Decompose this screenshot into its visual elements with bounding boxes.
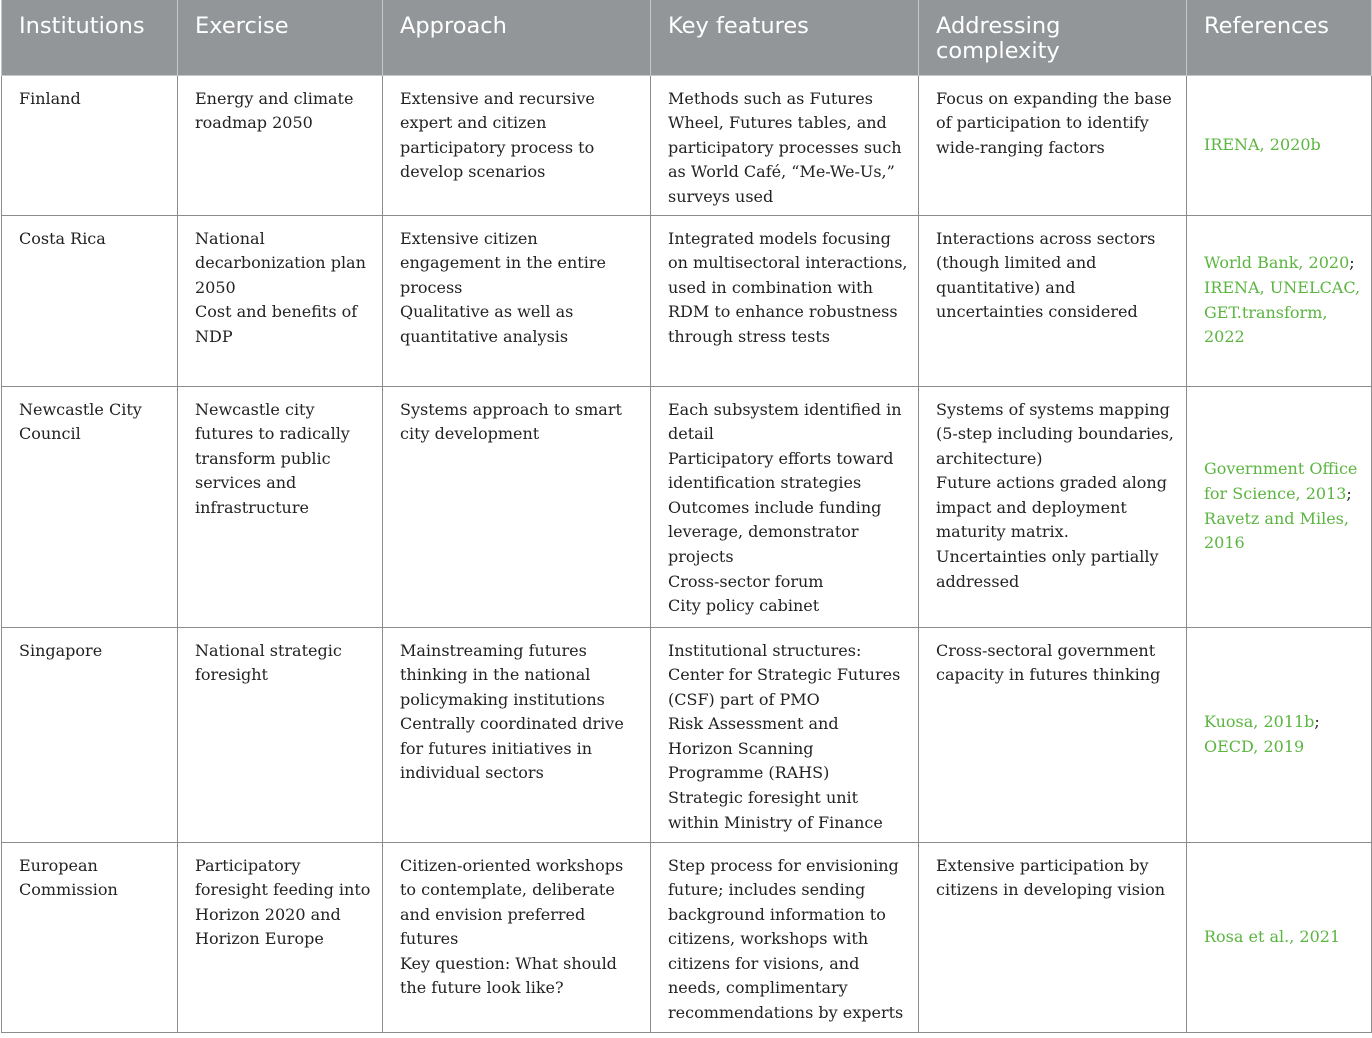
table-row [2,386,1372,627]
key-features-line: Risk Assessment and Horizon Scanning Programme (RAHS) [668,714,839,783]
comparison-table [1,0,1372,1033]
approach-line: Centrally coordinated drive for futures initiatives in individual sectors [400,714,624,783]
complexity-cell [919,842,1187,1032]
approach-cell [383,627,651,842]
references-cell [1187,215,1372,386]
reference-link[interactable]: Government Office for Science, 2013 [1204,459,1358,503]
exercise-cell [178,842,383,1032]
table-row [2,75,1372,215]
complexity-line: Extensive participation by citizens in developing vision [936,855,1166,900]
reference-separator: ; [1349,253,1355,273]
key-features-line: City policy cabinet [668,596,820,616]
reference-entry [1204,457,1361,506]
key-features-line: Step process for envisioning future; includes sending background information to citizens, workshops with citizens for visions, and needs, complimentary recommendations by experts [668,855,904,1023]
reference-link[interactable]: Ravetz and Miles, 2016 [1204,508,1349,553]
approach-cell [383,215,651,386]
key-features-cell [651,75,919,215]
key-features-cell [651,386,919,627]
reference-separator: ; [1346,483,1352,503]
institution-cell: Newcastle City Council [2,386,178,627]
exercise-cell [178,215,383,386]
exercise-line: National strategic foresight [195,640,342,685]
reference-entry [1204,710,1361,735]
reference-entry [1204,133,1361,158]
exercise-line: Cost and benefits of NDP [195,302,358,346]
table-row [2,842,1372,1032]
reference-entry [1204,735,1361,760]
key-features-line: Institutional structures: [668,640,862,660]
key-features-cell [651,215,919,386]
key-features-line: Each subsystem identified in detail [668,399,902,444]
reference-entry [1204,925,1361,950]
reference-entry [1204,251,1361,276]
reference-link[interactable]: Kuosa, 2011b [1204,711,1315,731]
header-institutions: Institutions [2,0,178,75]
approach-line: Citizen-oriented workshops to contemplate, deliberate and envision preferred futures [400,855,624,949]
approach-cell [383,75,651,215]
approach-line: Qualitative as well as quantitative analysis [400,302,574,346]
exercise-line: Participatory foresight feeding into Horizon 2020 and Horizon Europe [195,855,371,949]
key-features-line: Participatory efforts toward identification strategies [668,448,894,493]
references-cell [1187,627,1372,842]
references-cell [1187,386,1372,627]
key-features-line: Integrated models focusing on multisectoral interactions, used in combination with RDM to enhance robustness through stress tests [668,228,908,346]
reference-link[interactable]: IRENA, UNELCAC, GET.transform, 2022 [1204,277,1361,347]
exercise-line: National decarbonization plan 2050 [195,228,366,297]
exercise-cell [178,627,383,842]
table-row [2,215,1372,386]
complexity-line: Interactions across sectors (though limited and quantitative) and uncertainties considered [936,228,1156,322]
complexity-cell [919,627,1187,842]
exercise-line: Newcastle city futures to radically transform public services and infrastructure [195,399,350,517]
header-key-features: Key features [651,0,919,75]
approach-cell [383,386,651,627]
key-features-line: Cross-sector forum [668,571,824,591]
table-body [2,75,1372,1032]
key-features-line: Strategic foresight unit within Ministry of Finance [668,788,883,832]
institution-cell: Costa Rica [2,215,178,386]
institution-cell: Singapore [2,627,178,842]
approach-cell [383,842,651,1032]
approach-line: Extensive and recursive expert and citizen participatory process to develop scenarios [400,88,595,182]
references-cell [1187,75,1372,215]
complexity-line: Uncertainties only partially addressed [936,547,1159,591]
reference-entry [1204,276,1361,350]
approach-line: Systems approach to smart city development [400,399,622,444]
key-features-line: Methods such as Futures Wheel, Futures tables, and participatory processes such as World Café, “Me-We-Us,” surveys used [668,88,902,206]
complexity-cell [919,386,1187,627]
institution-cell: Finland [2,75,178,215]
exercise-cell [178,386,383,627]
exercise-line: Energy and climate roadmap 2050 [195,88,354,133]
key-features-line: Center for Strategic Futures (CSF) part of PMO [668,665,901,709]
complexity-cell [919,75,1187,215]
reference-link[interactable]: Rosa et al., 2021 [1204,926,1341,946]
header-references: References [1187,0,1372,75]
reference-entry [1204,507,1361,556]
key-features-cell [651,627,919,842]
institution-cell: European Commission [2,842,178,1032]
complexity-line: Systems of systems mapping (5-step including boundaries, architecture) [936,399,1174,468]
complexity-line: Future actions graded along impact and deployment maturity matrix. [936,473,1167,542]
reference-link[interactable]: World Bank, 2020 [1204,253,1350,273]
key-features-cell [651,842,919,1032]
exercise-cell [178,75,383,215]
key-features-line: Outcomes include funding leverage, demonstrator projects [668,497,882,567]
references-cell [1187,842,1372,1032]
header-exercise: Exercise [178,0,383,75]
header-approach: Approach [383,0,651,75]
approach-line: Mainstreaming futures thinking in the national policymaking institutions [400,640,605,709]
complexity-line: Focus on expanding the base of participation to identify wide-ranging factors [936,88,1172,157]
complexity-cell [919,215,1187,386]
table-row [2,627,1372,842]
reference-link[interactable]: OECD, 2019 [1204,736,1305,756]
header-addressing-complexity: Addressing complexity [919,0,1187,75]
reference-separator: ; [1314,711,1320,731]
complexity-line: Cross-sectoral government capacity in futures thinking [936,640,1161,685]
reference-link[interactable]: IRENA, 2020b [1204,134,1321,154]
approach-line: Key question: What should the future look like? [400,953,617,998]
table-header-row [2,0,1372,75]
approach-line: Extensive citizen engagement in the entire process [400,228,606,297]
